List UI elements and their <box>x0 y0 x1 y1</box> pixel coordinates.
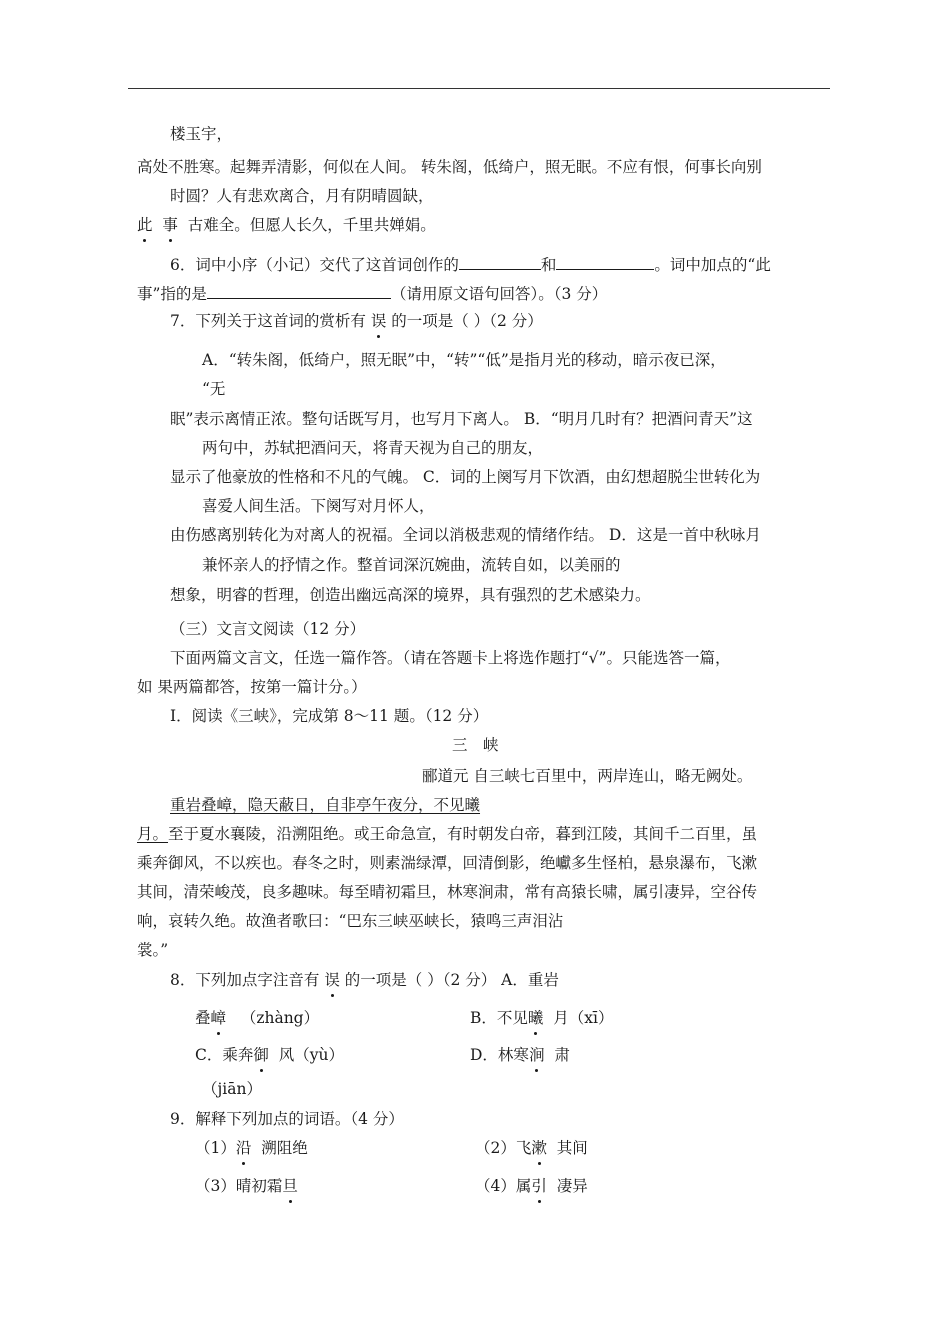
dotted-char: 沿 <box>235 1139 252 1157</box>
header-rule <box>128 88 830 89</box>
dotted-char: 嶂 <box>210 1009 227 1027</box>
poem-line: 时圆？人有悲欢离合，月有阴晴圆缺， <box>170 187 434 205</box>
dotted-char: 此 <box>137 216 153 234</box>
instructions: 下面两篇文言文，任选一篇作答。（请在答题卡上将选作题打“√”。只能选答一篇， <box>170 649 731 667</box>
dotted-char: 误 <box>370 312 387 330</box>
q7-option-text: 想象，明睿的哲理，创造出幽远高深的境界，具有强烈的艺术感染力。 <box>170 586 651 604</box>
question-6: 6．词中小序（小记）交代了这首词创作的 和 。词中加点的“此 <box>170 253 771 275</box>
dotted-char: 曦 <box>527 1009 544 1027</box>
passage-line: 月。至于夏水襄陵，沿溯阻绝。或王命急宣，有时朝发白帝，暮到江陵，其间千二百里，虽 <box>137 825 758 843</box>
poem-line: 高处不胜寒。起舞弄清影，何似在人间。 转朱阁，低绮户，照无眠。不应有恨，何事长向别 <box>137 158 762 176</box>
q9-item-1: （1）沿 溯阻绝 <box>195 1139 308 1157</box>
passage-line: 其间，清荣峻茂，良多趣味。每至晴初霜旦，林寒涧肃，常有高猿长啸，属引凄异，空谷传 <box>137 883 758 901</box>
passage-line: 响，哀转久绝。故渔者歌曰：“巴东三峡巫峡长，猿鸣三声泪沾 <box>137 912 564 930</box>
reading-task: Ⅰ．阅读《三峡》，完成第 8～11 题。（12 分） <box>170 707 489 725</box>
dotted-char: 引 <box>531 1177 547 1195</box>
dotted-char: 误 <box>324 971 340 989</box>
poem-line: 此 事 古难全。但愿人长久，千里共婵娟。 <box>137 216 436 234</box>
passage-line: 乘奔御风，不以疾也。春冬之时，则素湍绿潭，回清倒影，绝巘多生怪柏，悬泉瀑布，飞漱 <box>137 854 758 872</box>
q8-option-d: D．林寒涧 肃 <box>470 1046 570 1064</box>
poem-line: 楼玉宇， <box>170 125 233 143</box>
dotted-char: 御 <box>253 1046 269 1064</box>
q7-option-text: 眠”表示离情正浓。整句话既写月，也写月下离人。 B．“明月几时有？把酒问青天”这 <box>170 410 753 428</box>
question-8: 8．下列加点字注音有 误 的一项是（ ）（2 分） A．重岩 <box>170 971 559 989</box>
q7-option-text: A．“转朱阁，低绮户，照无眠”中，“转”“低”是指月光的移动，暗示夜已深， <box>202 351 726 369</box>
q9-item-4: （4）属引 凄异 <box>475 1177 588 1195</box>
question-6-cont: 事”指的是 （请用原文语句回答）。（3 分） <box>137 282 607 304</box>
q8-option-b: B．不见曦 月（xī） <box>470 1009 614 1027</box>
q8-option-d-pinyin: （jiān） <box>202 1080 262 1098</box>
dotted-char: 漱 <box>531 1139 547 1157</box>
passage-line: 重岩叠嶂，隐天蔽日，自非亭午夜分，不见曦 <box>170 796 481 814</box>
q8-option-a: 叠嶂 （zhàng） <box>195 1009 320 1027</box>
passage-line: 裳。” <box>137 941 169 959</box>
q7-option-text: “无 <box>202 380 226 398</box>
q7-option-text: 由伤感离别转化为对离人的祝福。全词以消极悲观的情绪作结。 D．这是一首中秋咏月 <box>170 526 761 544</box>
section-heading: （三）文言文阅读（12 分） <box>170 620 366 638</box>
dotted-char: 事 <box>162 216 178 234</box>
q7-option-text: 喜爱人间生活。下阕写对月怀人， <box>202 497 435 515</box>
dotted-char: 涧 <box>528 1046 545 1064</box>
answer-blank[interactable] <box>556 253 654 270</box>
dotted-char: 旦 <box>282 1177 298 1195</box>
instructions: 如 果两篇都答，按第一篇计分。） <box>137 678 367 696</box>
passage-author: 郦道元 自三峡七百里中，两岸连山，略无阙处。 <box>422 767 753 785</box>
q9-item-3: （3）晴初霜旦 <box>195 1177 298 1195</box>
question-9: 9．解释下列加点的词语。（4 分） <box>170 1110 404 1128</box>
passage-title: 三 峡 <box>452 736 499 754</box>
answer-blank[interactable] <box>459 253 541 270</box>
question-7: 7．下列关于这首词的赏析有 误 的一项是（ ）（2 分） <box>170 312 543 330</box>
q7-option-text: 两句中，苏轼把酒问天，将青天视为自己的朋友， <box>202 439 544 457</box>
q7-option-text: 兼怀亲人的抒情之作。整首词深沉婉曲，流转自如，以美丽的 <box>202 556 621 574</box>
answer-blank[interactable] <box>207 282 391 299</box>
q7-option-text: 显示了他豪放的性格和不凡的气魄。 C．词的上阕写月下饮酒，由幻想超脱尘世转化为 <box>170 468 761 486</box>
q8-option-c: C．乘奔御 风（yù） <box>195 1046 344 1064</box>
q9-item-2: （2）飞漱 其间 <box>475 1139 588 1157</box>
